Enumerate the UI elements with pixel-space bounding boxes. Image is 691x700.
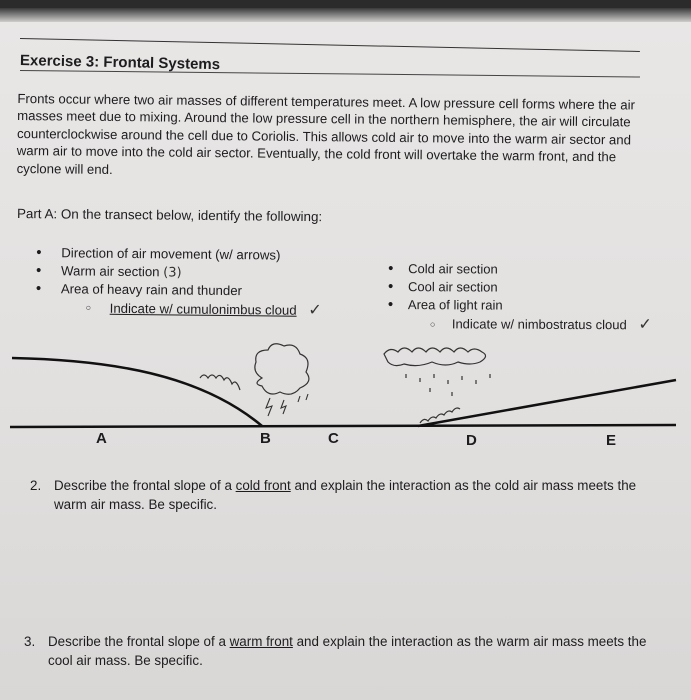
- question-keyword: cold front: [235, 478, 291, 493]
- cold-front-slope: [12, 358, 262, 426]
- title-rule: [20, 70, 640, 77]
- transect-label-e: E: [606, 432, 617, 449]
- transect-label-b: B: [260, 430, 271, 447]
- list-item-text: Area of light rain: [407, 297, 503, 313]
- worksheet-page: [0, 8, 691, 700]
- list-subitem-text: Indicate w/ nimbostratus cloud: [451, 316, 627, 333]
- question-text-part: Describe the frontal slope of a: [54, 478, 236, 493]
- handwritten-note: (3): [163, 264, 182, 281]
- nimbostratus-cloud: [384, 348, 486, 366]
- list-item: [388, 260, 652, 279]
- question-text-part: and explain the interaction as the cold air mass meets the warm air mass. Be specific.: [54, 478, 637, 512]
- question-number: 3.: [24, 634, 36, 649]
- list-item-text: Cool air section: [408, 279, 498, 295]
- check-mark: ✓: [638, 314, 652, 334]
- question-text: [24, 632, 664, 670]
- exercise-title: Exercise 3: Frontal Systems: [19, 52, 221, 74]
- warm-front-slope: [418, 380, 676, 426]
- top-rule: [20, 38, 640, 52]
- heavy-rain-marks: [266, 394, 308, 416]
- cumulonimbus-cloud: [255, 344, 309, 395]
- transect-label-d: D: [466, 432, 477, 449]
- question-text-part: Describe the frontal slope of a: [48, 634, 230, 649]
- question-keyword: warm front: [229, 634, 293, 649]
- list-item-text: Warm air section: [61, 262, 160, 279]
- list-item-text: Direction of air movement (w/ arrows): [61, 245, 281, 263]
- list-item: [388, 278, 652, 297]
- question-text: [30, 476, 670, 514]
- question-3: [24, 632, 664, 670]
- list-item: [388, 296, 652, 315]
- list-subitem-text: Indicate w/ cumulonimbus cloud: [109, 300, 297, 318]
- question-2: [30, 476, 670, 514]
- page-shadow: [0, 8, 691, 22]
- list-subitem: [36, 298, 322, 320]
- intro-paragraph: Fronts occur where two air masses of different temperatures meet. A low pressure cell forms where the air masses meet due to mixing. Around the low pressure cell in the northern hemisphere, the air will circulate counterclockwise around the cell due to Coriolis. This allows cold air to move into the warm air sector and warm air to move into the cold air sector. Eventually, the cold front will overtake the warm front, and the cyclone will end.: [16, 91, 636, 177]
- question-number: 2.: [30, 478, 42, 493]
- ground-line: [10, 425, 676, 427]
- left-checklist: [36, 244, 323, 319]
- check-mark: ✓: [308, 299, 322, 319]
- question-text-part: and explain the interaction as the warm air mass meets the cool air mass. Be specific.: [48, 634, 647, 668]
- light-rain-marks: [406, 374, 490, 396]
- cold-front-marks: [200, 375, 240, 390]
- transect-label-c: C: [328, 430, 339, 447]
- right-checklist: [388, 260, 652, 334]
- transect-label-a: A: [96, 430, 107, 447]
- part-a-heading: Part A: On the transect below, identify the following:: [16, 206, 323, 225]
- list-item-text: Area of heavy rain and thunder: [60, 281, 243, 299]
- list-subitem: [388, 314, 652, 334]
- list-item-text: Cold air section: [408, 261, 498, 277]
